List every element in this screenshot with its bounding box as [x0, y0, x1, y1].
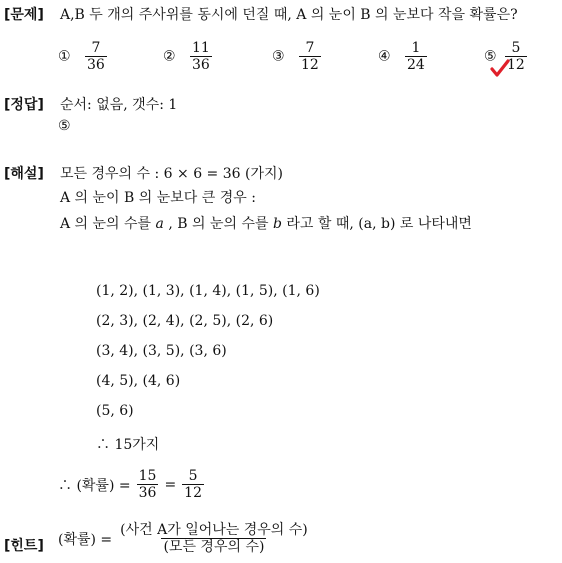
choice-fraction — [405, 40, 427, 73]
hint-numerator: (사건 A가 일어나는 경우의 수) — [120, 522, 308, 538]
pair-row-2: (2, 3), (2, 4), (2, 5), (2, 6) — [96, 313, 274, 329]
solution-tag: [해설] — [4, 166, 44, 182]
probability-fraction-2 — [182, 468, 204, 501]
choice-numerator: 11 — [192, 40, 210, 56]
solution-line-1: 모든 경우의 수 : 6 × 6 = 36 (가지) — [60, 166, 283, 182]
pair-row-1: (1, 2), (1, 3), (1, 4), (1, 5), (1, 6) — [96, 283, 320, 299]
solution-line-3 — [60, 213, 472, 233]
choice-marker: ⑤ — [484, 48, 497, 65]
pair-row-3: (3, 4), (3, 5), (3, 6) — [96, 343, 227, 359]
solution-line-2: A 의 눈이 B 의 눈보다 큰 경우 : — [60, 190, 256, 206]
choice-3[interactable] — [272, 40, 321, 73]
solution-line-3-mid: , B 의 눈의 수를 — [168, 216, 269, 232]
hint-lhs: (확률) = — [58, 531, 113, 548]
choice-denominator: 12 — [301, 57, 319, 74]
choice-2[interactable] — [163, 40, 212, 73]
choice-denominator: 36 — [192, 57, 210, 74]
choice-numerator: 7 — [91, 40, 101, 56]
variable-a: a — [155, 216, 164, 232]
pair-row-4: (4, 5), (4, 6) — [96, 373, 181, 389]
choice-numerator: 1 — [411, 40, 421, 56]
fraction-denominator: 36 — [138, 485, 157, 502]
count-line: ∴ 15가지 — [96, 437, 160, 453]
answer-value: ⑤ — [58, 118, 71, 134]
hint-fraction — [118, 522, 310, 555]
fraction-denominator: 12 — [184, 485, 202, 502]
choice-numerator: 7 — [305, 40, 315, 56]
probability-label: ∴ (확률) = — [58, 477, 131, 494]
choice-marker: ④ — [378, 48, 391, 65]
choice-fraction — [85, 40, 107, 73]
probability-line — [58, 468, 204, 501]
choice-numerator: 5 — [511, 40, 521, 56]
choice-denominator: 36 — [87, 57, 105, 74]
choice-marker: ① — [58, 48, 71, 65]
choice-fraction — [299, 40, 321, 73]
choice-1[interactable] — [58, 40, 107, 73]
hint-formula — [58, 522, 310, 555]
solution-line-3-post: 라고 할 때, (a, b) 로 나타내면 — [286, 216, 472, 232]
answer-tag: [정답] — [4, 97, 44, 113]
variable-b: b — [272, 216, 282, 232]
choice-denominator: 24 — [407, 57, 425, 74]
choice-denominator: 12 — [507, 57, 525, 74]
choice-4[interactable] — [378, 40, 427, 73]
problem-tag: [문제] — [4, 7, 44, 23]
pair-row-5: (5, 6) — [96, 403, 134, 419]
choice-fraction — [190, 40, 212, 73]
equals-sign: = — [164, 476, 177, 493]
checkmark-icon — [490, 58, 510, 78]
choice-marker: ② — [163, 48, 176, 65]
fraction-numerator: 5 — [188, 468, 198, 484]
fraction-numerator: 15 — [138, 468, 157, 484]
hint-tag: [힌트] — [4, 538, 44, 554]
probability-fraction-1 — [137, 468, 159, 501]
solution-line-3-pre: A 의 눈의 수를 — [60, 216, 152, 232]
problem-text: A,B 두 개의 주사위를 동시에 던질 때, A 의 눈이 B 의 눈보다 작을 확률은? — [60, 7, 518, 23]
choice-marker: ③ — [272, 48, 285, 65]
hint-denominator: (모든 경우의 수) — [163, 539, 265, 556]
answer-line: 순서: 없음, 갯수: 1 — [60, 97, 178, 113]
